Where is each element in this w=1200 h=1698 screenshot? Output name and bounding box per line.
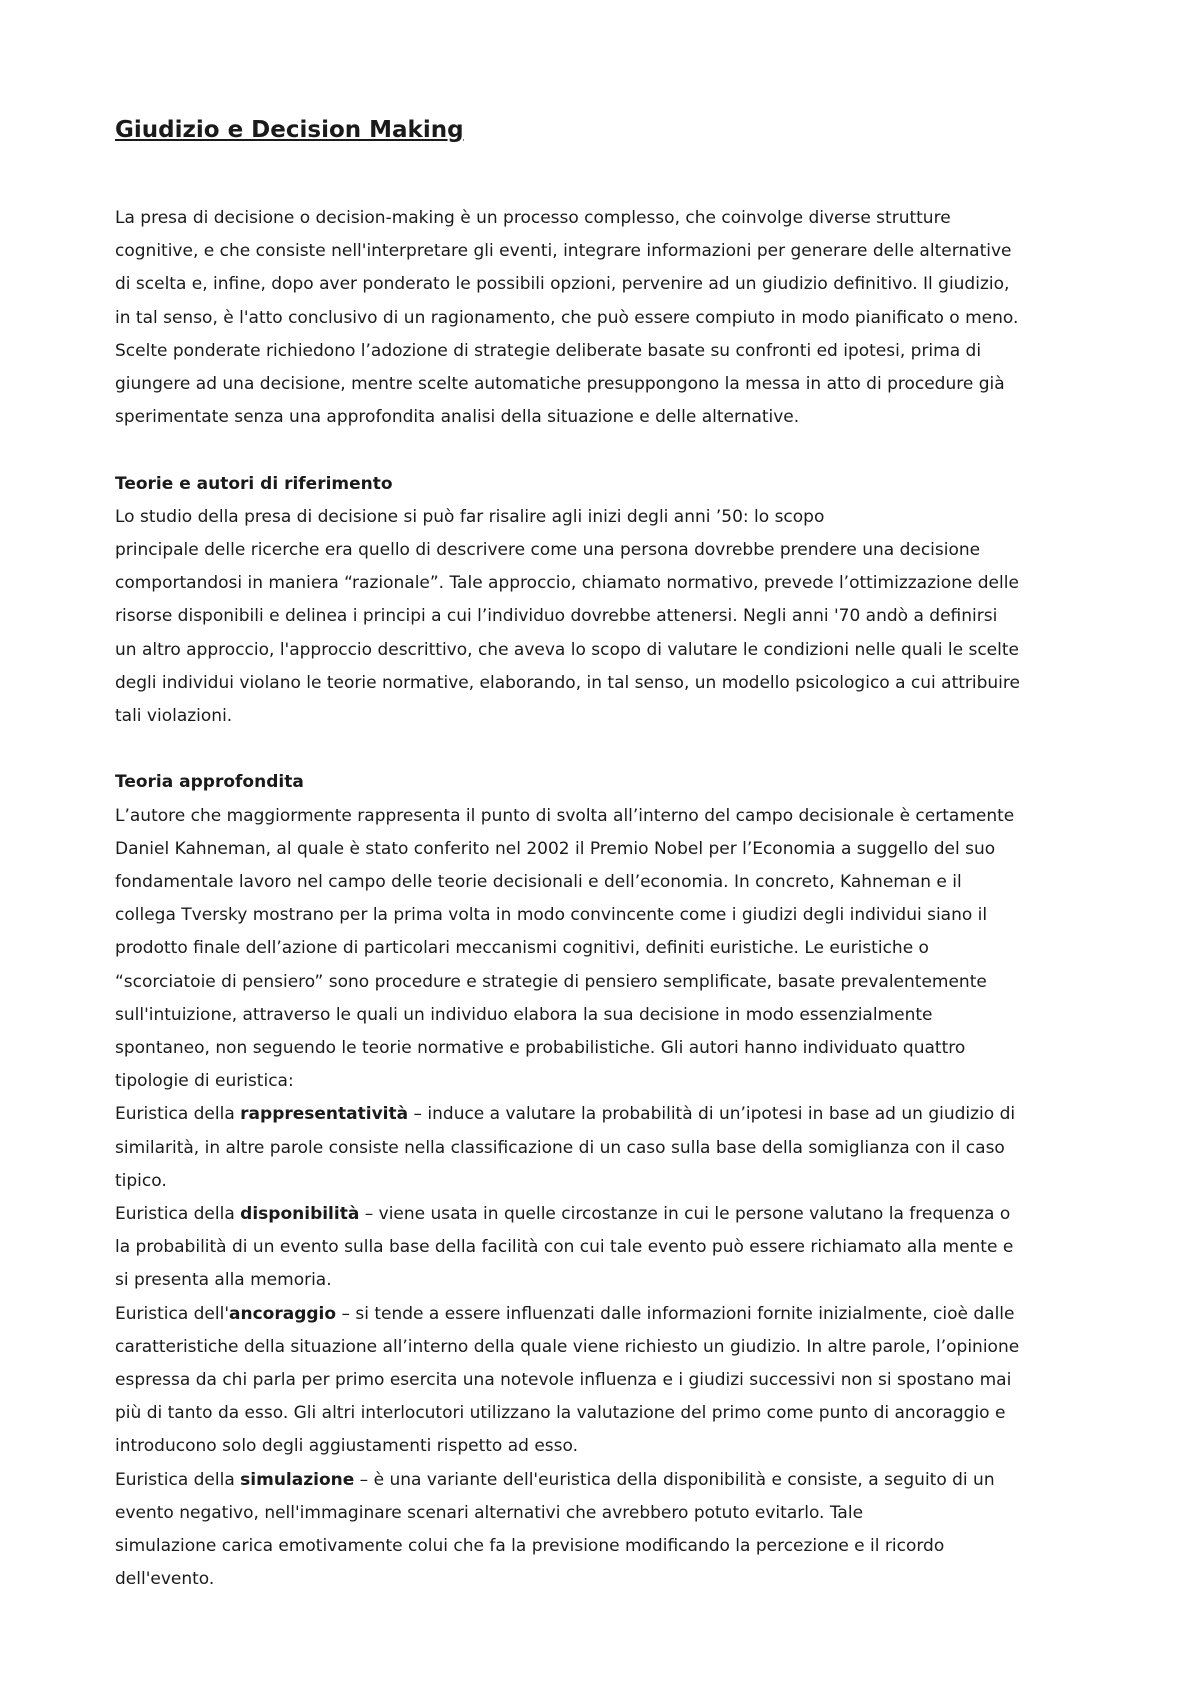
heuristic-anchoring <box>115 1298 1095 1331</box>
text-line: prodotto finale dell’azione di particolari meccanismi cognitivi, definiti euristiche. Le euristiche o <box>115 938 929 959</box>
text-line: fondamentale lavoro nel campo delle teorie decisionali e dell’economia. In concreto, Kahneman e il <box>115 872 962 893</box>
heuristic-term: ancoraggio <box>229 1303 337 1324</box>
text-line: Lo studio della presa di decisione si può far risalire agli inizi degli anni ’50: lo scopo <box>115 506 825 527</box>
text-line: Scelte ponderate richiedono l’adozione di strategie deliberate basate su confronti ed ipotesi, prima di <box>115 340 982 361</box>
text-line: principale delle ricerche era quello di descrivere come una persona dovrebbe prendere una decisione <box>115 540 981 561</box>
heuristic-simulation <box>115 1464 1095 1497</box>
text-line: la probabilità di un evento sulla base della facilità con cui tale evento può essere richiamato alla mente e <box>115 1237 1014 1258</box>
text-line: tali violazioni. <box>115 706 233 727</box>
heuristic-availability <box>115 1198 1095 1231</box>
text-line: un altro approccio, l'approccio descrittivo, che aveva lo scopo di valutare le condizioni nelle quali le scelte <box>115 639 1019 660</box>
heuristic-term: disponibilità <box>240 1204 360 1225</box>
text-line: sperimentate senza una approfondita analisi della situazione e delle alternative. <box>115 407 800 428</box>
theories-paragraph <box>115 501 1095 733</box>
heuristic-description: – si tende a essere influenzati dalle informazioni fornite inizialmente, cioè dalle <box>336 1303 1015 1324</box>
text-line: La presa di decisione o decision-making è un processo complesso, che coinvolge diverse strutture <box>115 208 951 228</box>
text-line: dell'evento. <box>115 1569 215 1590</box>
document-title: Giudizio e Decision Making <box>115 117 464 143</box>
text-line: cognitive, e che consiste nell'interpretare gli eventi, integrare informazioni per generare delle alternative <box>115 241 1012 262</box>
heuristic-description: – viene usata in quelle circostanze in cui le persone valutano la frequenza o <box>359 1204 1011 1225</box>
intro-paragraph <box>115 202 1095 434</box>
text-line: più di tanto da esso. Gli altri interlocutori utilizzano la valutazione del primo come punto di ancoraggio e <box>115 1403 1006 1424</box>
paragraph-gap <box>115 434 1095 467</box>
text-line: risorse disponibili e delinea i principi a cui l’individuo dovrebbe attenersi. Negli anni '70 andò a definirsi <box>115 606 998 627</box>
heuristic-prefix: Euristica della <box>115 1469 241 1490</box>
heuristic-prefix: Euristica della <box>115 1104 241 1125</box>
heuristic-term: simulazione <box>240 1469 355 1490</box>
text-line: Daniel Kahneman, al quale è stato conferito nel 2002 il Premio Nobel per l’Economia a suggello del suo <box>115 838 996 859</box>
document-page <box>115 112 1095 1597</box>
text-line: si presenta alla memoria. <box>115 1270 332 1291</box>
paragraph-gap <box>115 733 1095 766</box>
text-line: caratteristiche della situazione all’interno della quale viene richiesto un giudizio. In altre parole, l’opinione <box>115 1336 1020 1357</box>
heuristic-prefix: Euristica della <box>115 1204 241 1225</box>
heuristic-representativeness <box>115 1098 1095 1131</box>
heuristic-description: – induce a valutare la probabilità di un’ipotesi in base ad un giudizio di <box>408 1104 1016 1125</box>
heuristic-prefix: Euristica dell' <box>115 1303 230 1324</box>
heuristic-term: rappresentatività <box>240 1104 409 1125</box>
text-line: spontaneo, non seguendo le teorie normative e probabilistiche. Gli autori hanno individuato quattro <box>115 1038 966 1059</box>
section-heading-theories: Teorie e autori di riferimento <box>115 473 393 494</box>
text-line: L’autore che maggiormente rappresenta il punto di svolta all’interno del campo decisionale è certamente <box>115 805 1015 826</box>
text-line: “scorciatoie di pensiero” sono procedure e strategie di pensiero semplificate, basate prevalentemente <box>115 971 987 992</box>
text-line: simulazione carica emotivamente colui che fa la previsione modificando la percezione e il ricordo <box>115 1536 945 1557</box>
text-line: espressa da chi parla per primo esercita una notevole influenza e i giudizi successivi non si spostano mai <box>115 1370 1012 1391</box>
section-heading-in-depth: Teoria approfondita <box>115 772 304 793</box>
text-line: sull'intuizione, attraverso le quali un individuo elabora la sua decisione in modo essenzialmente <box>115 1004 933 1025</box>
heuristic-description: – è una variante dell'euristica della disponibilità e consiste, a seguito di un <box>354 1469 995 1490</box>
text-line: tipologie di euristica: <box>115 1071 294 1092</box>
text-line: giungere ad una decisione, mentre scelte automatiche presuppongono la messa in atto di procedure già <box>115 374 1005 395</box>
text-line: evento negativo, nell'immaginare scenari alternativi che avrebbero potuto evitarlo. Tale <box>115 1502 864 1523</box>
text-line: similarità, in altre parole consiste nella classificazione di un caso sulla base della somiglianza con il caso <box>115 1137 1005 1158</box>
text-line: comportandosi in maniera “razionale”. Tale approccio, chiamato normativo, prevede l’ottimizzazione delle <box>115 573 1019 594</box>
in-depth-paragraph <box>115 800 1095 1597</box>
text-line: degli individui violano le teorie normative, elaborando, in tal senso, un modello psicologico a cui attribuire <box>115 672 1020 693</box>
text-line: introducono solo degli aggiustamenti rispetto ad esso. <box>115 1436 579 1457</box>
text-line: collega Tversky mostrano per la prima volta in modo convincente come i giudizi degli individui siano il <box>115 905 988 926</box>
text-line: di scelta e, infine, dopo aver ponderato le possibili opzioni, pervenire ad un giudizio definitivo. Il giudizio, <box>115 274 1010 295</box>
text-line: in tal senso, è l'atto conclusivo di un ragionamento, che può essere compiuto in modo pianificato o meno. <box>115 307 1019 328</box>
text-line: tipico. <box>115 1170 167 1191</box>
